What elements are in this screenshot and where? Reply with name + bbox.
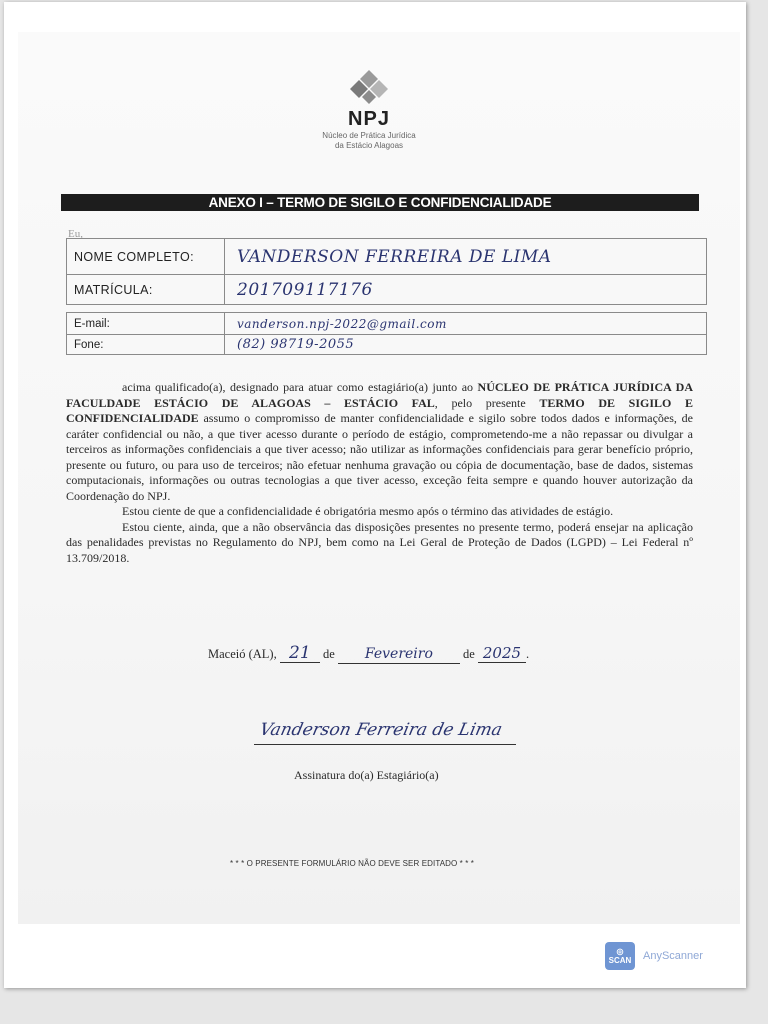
eu-label: Eu, xyxy=(68,228,83,240)
scanner-icon xyxy=(605,942,635,970)
paragraph-1-c: , pelo presente xyxy=(434,395,540,410)
date-year: 2025 xyxy=(478,644,526,663)
registration-value: 201709117176 xyxy=(225,275,707,305)
signature-line xyxy=(254,744,516,745)
handwritten-signature: Vanderson Ferreira de Lima xyxy=(257,720,504,740)
footer-note: * * * O PRESENTE FORMULÁRIO NÃO DEVE SER EDITADO * * * xyxy=(230,859,474,868)
logo-line-2: da Estácio Alagoas xyxy=(334,141,404,150)
paragraph-1-e: assumo o compromisso de manter confidencialidade e sigilo sobre todos dados e informações, de caráter confidencial ou não, a que tiver acesso durante o período de estágio, comprometendo-me a não repassar ou divulgar a terceiros as informações confidenciais a que tiver acesso; não utilizar as informações confidenciais para gerar benefício próprio, presente ou futuro, ou para uso de terceiros; não efetuar nenhuma gravação ou cópia de documentação, base de dados, sistemas computacionais, informações ou outras tecnologias a que tiver acesso, exceção feita sempre e quando houver autorização da Coordenação do NPJ. xyxy=(66,411,693,503)
paragraph-1-d: TERMO DE SIGILO E CONFIDENCIALIDADE xyxy=(66,395,693,425)
registration-label: MATRÍCULA: xyxy=(67,275,225,305)
paragraph-3: Estou ciente, ainda, que a não observância das disposições presentes no presente termo, poderá ensejar na aplicação das penalidades previstas no Regulamento do NPJ, bem como na Lei Geral de Proteção de Dados (LGPD) – Lei Federal nº 13.709/2018. xyxy=(66,519,693,565)
email-label: E-mail: xyxy=(67,313,225,335)
scanner-icon-glyph: ◎ xyxy=(616,947,624,956)
identity-table xyxy=(66,238,707,305)
date-day: 21 xyxy=(280,644,320,663)
npj-diamond-icon xyxy=(348,68,390,108)
term-body xyxy=(66,380,693,566)
annex-title: ANEXO I – TERMO DE SIGILO E CONFIDENCIALIDADE xyxy=(61,194,699,211)
date-city: Maceió (AL), xyxy=(208,647,277,661)
date-line xyxy=(208,644,529,664)
phone-label: Fone: xyxy=(67,335,225,355)
email-value: vanderson.npj-2022@gmail.com xyxy=(225,313,707,335)
logo-line-1: Núcleo de Prática Jurídica xyxy=(322,131,416,140)
anyscanner-watermark xyxy=(605,942,703,970)
scanned-page xyxy=(4,2,746,988)
npj-logo xyxy=(304,68,434,151)
name-value: VANDERSON FERREIRA DE LIMA xyxy=(225,239,707,275)
date-month: Fevereiro xyxy=(338,645,460,664)
scanner-name: AnyScanner xyxy=(643,950,703,962)
paragraph-2: Estou ciente de que a confidencialidade é obrigatória mesmo após o término das atividades de estágio. xyxy=(122,504,614,518)
paragraph-1-a: acima qualificado(a), designado para atuar como estagiário(a) junto ao xyxy=(122,380,478,394)
paragraph-1 xyxy=(66,380,693,504)
paragraph-1-b: NÚCLEO DE PRÁTICA JURÍDICA DA FACULDADE ESTÁCIO DE ALAGOAS – ESTÁCIO FAL xyxy=(66,380,693,410)
name-label: NOME COMPLETO: xyxy=(67,239,225,275)
contact-table xyxy=(66,312,707,355)
phone-value: (82) 98719-2055 xyxy=(225,335,707,355)
scanner-icon-text: SCAN xyxy=(608,956,632,965)
signature-label: Assinatura do(a) Estagiário(a) xyxy=(294,768,439,782)
date-end: . xyxy=(525,647,530,661)
logo-abbreviation: NPJ xyxy=(348,108,390,130)
date-sep-1: de xyxy=(322,647,335,661)
date-sep-2: de xyxy=(463,647,475,661)
